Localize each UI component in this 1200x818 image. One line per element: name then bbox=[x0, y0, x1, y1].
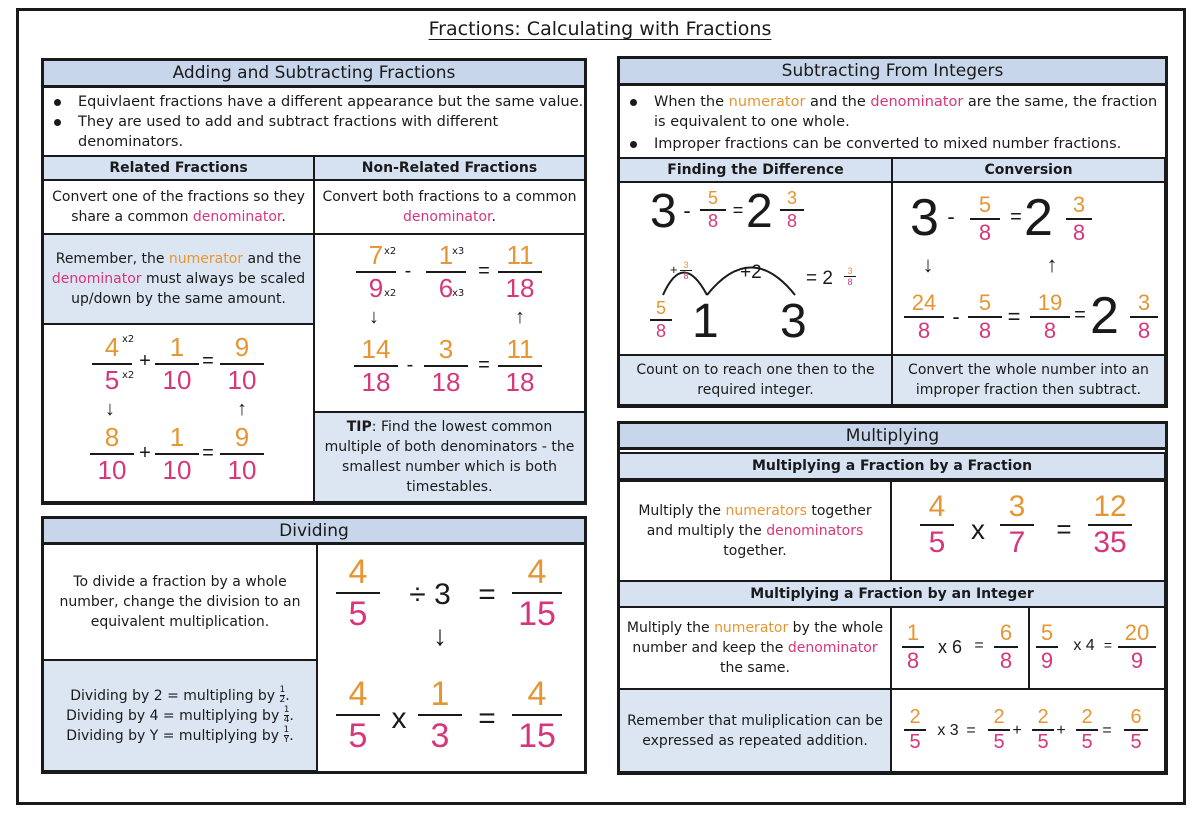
arrow-up-icon: ↑ bbox=[1046, 252, 1058, 277]
equals-sign: = bbox=[1102, 722, 1112, 739]
arrow-down-icon: ↓ bbox=[922, 252, 934, 277]
fraction: 3 8 bbox=[1130, 290, 1158, 344]
fraction: 6 5 bbox=[1124, 706, 1148, 754]
integers-bullet-1: When the numerator and the denominator are the same, the fraction is equivalent to one whole. bbox=[620, 92, 1160, 132]
fraction: 5 8 bbox=[970, 192, 1000, 246]
whole-number: 3 bbox=[910, 189, 939, 247]
fraction: 3 7 bbox=[1000, 490, 1034, 560]
mult-sub2: Multiplying a Fraction by an Integer bbox=[618, 580, 1166, 608]
conv-caption: Convert the whole number into an improper fraction then subtract. bbox=[891, 354, 1166, 406]
fraction: 6 8 bbox=[994, 620, 1018, 674]
jump-label: + bbox=[670, 262, 678, 277]
fraction: 4 5 bbox=[336, 552, 380, 634]
dividing-text: To divide a fraction by a whole number, change the division to an equivalent multiplication. bbox=[42, 543, 318, 661]
scale-label: x2 bbox=[384, 288, 397, 299]
whole-number: 3 bbox=[650, 185, 677, 238]
fraction: 2 5 bbox=[1076, 706, 1098, 754]
mult-sub1: Multiplying a Fraction by a Fraction bbox=[618, 452, 1166, 480]
mixed-whole: 2 bbox=[746, 185, 773, 238]
equals-sign: = bbox=[1103, 637, 1113, 653]
nonrelated-header: Non-Related Fractions bbox=[313, 155, 586, 181]
number-line-three: 3 bbox=[780, 295, 807, 348]
arrow-up-icon: ↑ bbox=[515, 306, 525, 328]
mult-text-3: Remember that muliplication can be expressed as repeated addition. bbox=[618, 688, 892, 773]
fraction: 4 5 bbox=[920, 490, 954, 560]
fraction: 3 8 bbox=[680, 260, 692, 281]
jump-result: = 2 bbox=[806, 268, 833, 289]
fraction: 3 8 bbox=[780, 188, 804, 232]
equals-sign: = bbox=[966, 722, 976, 739]
dividing-rule: Dividing by 2 = multipling by $\frac{1}{2}$ . bbox=[70, 685, 290, 705]
fraction: 1 10 bbox=[155, 332, 199, 396]
equals-sign: = bbox=[732, 200, 744, 220]
equals-sign: = bbox=[1010, 206, 1022, 228]
equals-sign: = bbox=[1056, 514, 1072, 544]
diff-header: Finding the Difference bbox=[618, 157, 893, 183]
jump-label: +2 bbox=[740, 262, 762, 283]
number-line-one: 1 bbox=[692, 295, 719, 348]
plus-sign: + bbox=[139, 442, 151, 464]
plus-sign: + bbox=[1012, 722, 1022, 739]
equals-sign: = bbox=[202, 350, 214, 372]
integers-bullet-2: Improper fractions can be converted to mixed number fractions. bbox=[620, 134, 1160, 154]
fraction: 1 10 bbox=[155, 422, 199, 486]
dividing-rule: Dividing by 4 = multiplying by $\frac{1}{4}$ . bbox=[66, 705, 294, 725]
multiply-sign: x bbox=[971, 514, 985, 545]
fraction: 8 10 bbox=[90, 422, 134, 486]
fraction: 5 8 bbox=[700, 188, 726, 232]
fraction: 19 8 bbox=[1030, 290, 1070, 344]
dividing-rules bbox=[42, 659, 318, 772]
scale-label: x3 bbox=[452, 288, 465, 299]
arrow-down-icon: ↓ bbox=[433, 620, 447, 651]
fraction: 12 35 bbox=[1088, 490, 1132, 560]
page-title: Fractions: Calculating with Fractions bbox=[428, 18, 772, 40]
fraction: 2 5 bbox=[1032, 706, 1054, 754]
adding-bullet-2: They are used to add and subtract fractions with different denominators. bbox=[44, 112, 584, 152]
fraction: 9 10 bbox=[220, 332, 264, 396]
arrow-down-icon: ↓ bbox=[105, 398, 115, 420]
dividing-rule: Dividing by Y = multiplying by $\frac{1}{Y}$ . bbox=[66, 725, 294, 745]
fraction: 2 5 bbox=[988, 706, 1010, 754]
mixed-whole: 2 bbox=[1090, 287, 1119, 345]
fraction: 9 10 bbox=[220, 422, 264, 486]
related-text: Convert one of the fractions so they share a common denominator. bbox=[42, 179, 315, 235]
equals-sign: = bbox=[202, 442, 214, 464]
minus-sign: = bbox=[1007, 304, 1021, 329]
plus-sign: + bbox=[139, 350, 151, 372]
equals-sign: = bbox=[478, 354, 490, 376]
mult-text-1: Multiply the numerators together and multiply the denominators together. bbox=[618, 480, 892, 582]
scale-label: x2 bbox=[122, 370, 135, 381]
fraction: 11 18 bbox=[498, 240, 542, 304]
adding-bullet-1: Equivlaent fractions have a different appearance but the same value. bbox=[44, 92, 584, 112]
multiplying-header: Multiplying bbox=[620, 424, 1165, 450]
equals-sign: = bbox=[478, 260, 490, 282]
fraction: 4 5 bbox=[92, 332, 132, 396]
fraction: 3 18 bbox=[424, 334, 468, 398]
plus-sign: + bbox=[1056, 722, 1066, 739]
tip-note: TIP: Find the lowest common multiple of both denominators - the smallest number which is both timestables. bbox=[313, 411, 586, 503]
fraction: 11 18 bbox=[498, 334, 542, 398]
equals-sign: = bbox=[1074, 304, 1086, 326]
adding-header: Adding and Subtracting Fractions bbox=[44, 61, 584, 88]
minus-sign: - bbox=[952, 304, 960, 329]
fraction: 1 6 bbox=[426, 240, 466, 304]
multiply-sign: x bbox=[391, 702, 407, 735]
adding-bullets bbox=[44, 92, 584, 152]
multiply-sign: x 3 bbox=[937, 722, 959, 739]
equals-sign: = bbox=[974, 637, 984, 654]
fraction: 5 8 bbox=[968, 290, 1002, 344]
fraction: 20 9 bbox=[1118, 620, 1156, 674]
dividing-header: Dividing bbox=[44, 519, 584, 545]
equals-sign: = bbox=[478, 702, 496, 735]
fraction: 5 9 bbox=[1036, 620, 1058, 674]
related-header: Related Fractions bbox=[42, 155, 315, 181]
minus-sign: - bbox=[947, 204, 955, 229]
remember-note: Remember, the numerator and the denominator must always be scaled up/down by the same amount. bbox=[42, 233, 315, 325]
integers-header: Subtracting From Integers bbox=[620, 59, 1165, 86]
integers-bullets bbox=[620, 92, 1160, 154]
diff-caption: Count on to reach one then to the required integer. bbox=[618, 354, 893, 406]
mixed-whole: 2 bbox=[1024, 189, 1053, 247]
divide-sign: ÷ 3 bbox=[409, 578, 451, 611]
nonrelated-text: Convert both fractions to a common denominator. bbox=[313, 179, 586, 235]
fraction: 24 8 bbox=[904, 290, 944, 344]
fraction: 5 8 bbox=[650, 298, 672, 342]
minus-sign: - bbox=[406, 354, 414, 376]
minus-sign: - bbox=[683, 198, 691, 223]
fraction: 2 5 bbox=[904, 706, 926, 754]
fraction: 14 18 bbox=[354, 334, 398, 398]
fraction: 1 3 bbox=[418, 674, 462, 756]
fraction: 3 8 bbox=[1066, 192, 1092, 246]
arrow-up-icon: ↑ bbox=[237, 398, 247, 420]
fraction: 4 15 bbox=[512, 674, 562, 756]
arrow-down-icon: ↓ bbox=[369, 306, 379, 328]
multiply-sign: x 4 bbox=[1073, 637, 1095, 654]
multiply-sign: x 6 bbox=[937, 637, 962, 657]
equals-sign: = bbox=[478, 578, 496, 611]
fraction: 1 8 bbox=[902, 620, 924, 674]
minus-sign: - bbox=[404, 260, 412, 282]
mult-text-2: Multiply the numerator by the whole number and keep the denominator the same. bbox=[618, 606, 892, 690]
fraction: 4 5 bbox=[336, 674, 380, 756]
fraction: 3 8 bbox=[844, 266, 856, 287]
scale-label: x3 bbox=[452, 246, 465, 257]
conv-header: Conversion bbox=[891, 157, 1166, 183]
fraction: 4 15 bbox=[512, 552, 562, 634]
scale-label: x2 bbox=[384, 246, 397, 257]
scale-label: x2 bbox=[122, 334, 135, 345]
fraction: 7 9 bbox=[356, 240, 396, 304]
